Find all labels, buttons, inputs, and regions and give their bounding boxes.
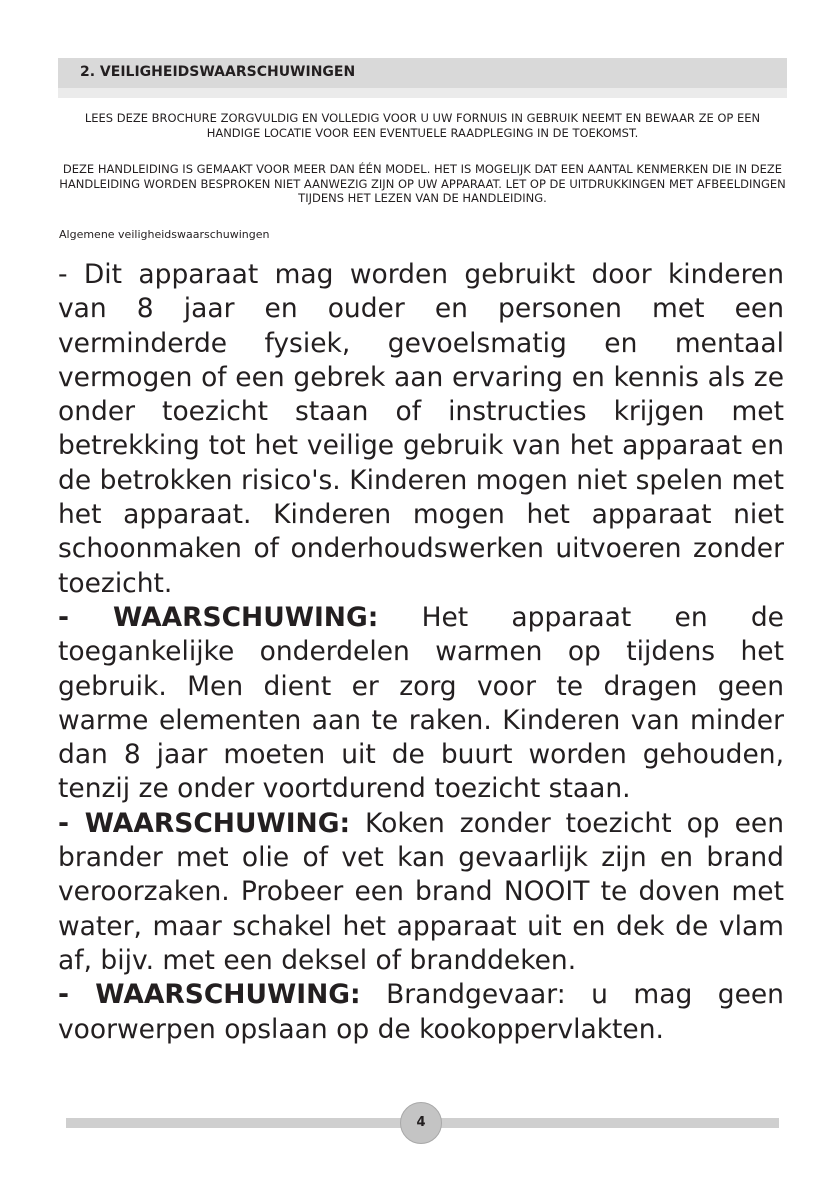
paragraph-text: Het apparaat en de toegankelijke onderdelen warmen op tijdens het gebruik. Men dient er zorg voor te dragen geen warme elementen aan te raken. Kinderen van minder dan 8 jaar moeten uit de buurt worden gehouden, tenzij ze onder voortdurend toezicht staan. bbox=[58, 601, 784, 805]
section-header bbox=[58, 58, 787, 98]
paragraph-prefix: - bbox=[58, 259, 84, 290]
paragraph-text: Dit apparaat mag worden gebruikt door kinderen van 8 jaar en ouder en personen met een verminderde fysiek, gevoelsmatig en mentaal vermogen of een gebrek aan ervaring en kennis als ze onder toezicht staan of instructies krijgen met betrekking tot het veilige gebruik van het apparaat en de betrokken risico's. Kinderen mogen niet spelen met het apparaat. Kinderen mogen het apparaat niet schoonmaken of onderhoudswerken uitvoeren zonder toezicht. bbox=[58, 259, 784, 599]
warning-label: - WAARSCHUWING: bbox=[58, 979, 361, 1011]
paragraph-text: Koken zonder toezicht op een brander met olie of vet kan gevaarlijk zijn en brand veroorzaken. Probeer een brand NOOIT te doven met water, maar schakel het apparaat uit en dek de vlam af, bijv. met een deksel of branddeken. bbox=[58, 807, 784, 976]
page-number-badge: 4 bbox=[400, 1102, 442, 1144]
warning-paragraph-fire-hazard bbox=[58, 978, 784, 1047]
warning-label: - WAARSCHUWING: bbox=[58, 807, 351, 839]
warnings-body bbox=[58, 258, 784, 1047]
warning-label: - WAARSCHUWING: bbox=[58, 601, 379, 633]
warning-paragraph-oil-fire bbox=[58, 807, 784, 978]
section-title: 2. VEILIGHEIDSWAARSCHUWINGEN bbox=[80, 64, 356, 80]
warning-paragraph-children bbox=[58, 258, 784, 601]
notice-read-brochure: LEES DEZE BROCHURE ZORGVULDIG EN VOLLEDIG VOOR U UW FORNUIS IN GEBRUIK NEEMT EN BEWAAR ZE OP EEN HANDIGE LOCATIE VOOR EEN EVENTUELE RAADPLEGING IN DE TOEKOMST. bbox=[84, 111, 761, 140]
notice-multiple-models: DEZE HANDLEIDING IS GEMAAKT VOOR MEER DAN ÉÉN MODEL. HET IS MOGELIJK DAT EEN AANTAL KENMERKEN DIE IN DEZE HANDLEIDING WORDEN BESPROKEN NIET AANWEZIG ZIJN OP UW APPARAAT. LET OP DE UITDRUKKINGEN MET AFBEELDINGEN TIJDENS HET LEZEN VAN DE HANDLEIDING. bbox=[59, 162, 786, 205]
warning-paragraph-hot-parts bbox=[58, 601, 784, 807]
paragraph-text: Brandgevaar: u mag geen voorwerpen opslaan op de kookoppervlakten. bbox=[58, 979, 784, 1045]
subheading-general-warnings: Algemene veiligheidswaarschuwingen bbox=[59, 228, 270, 241]
